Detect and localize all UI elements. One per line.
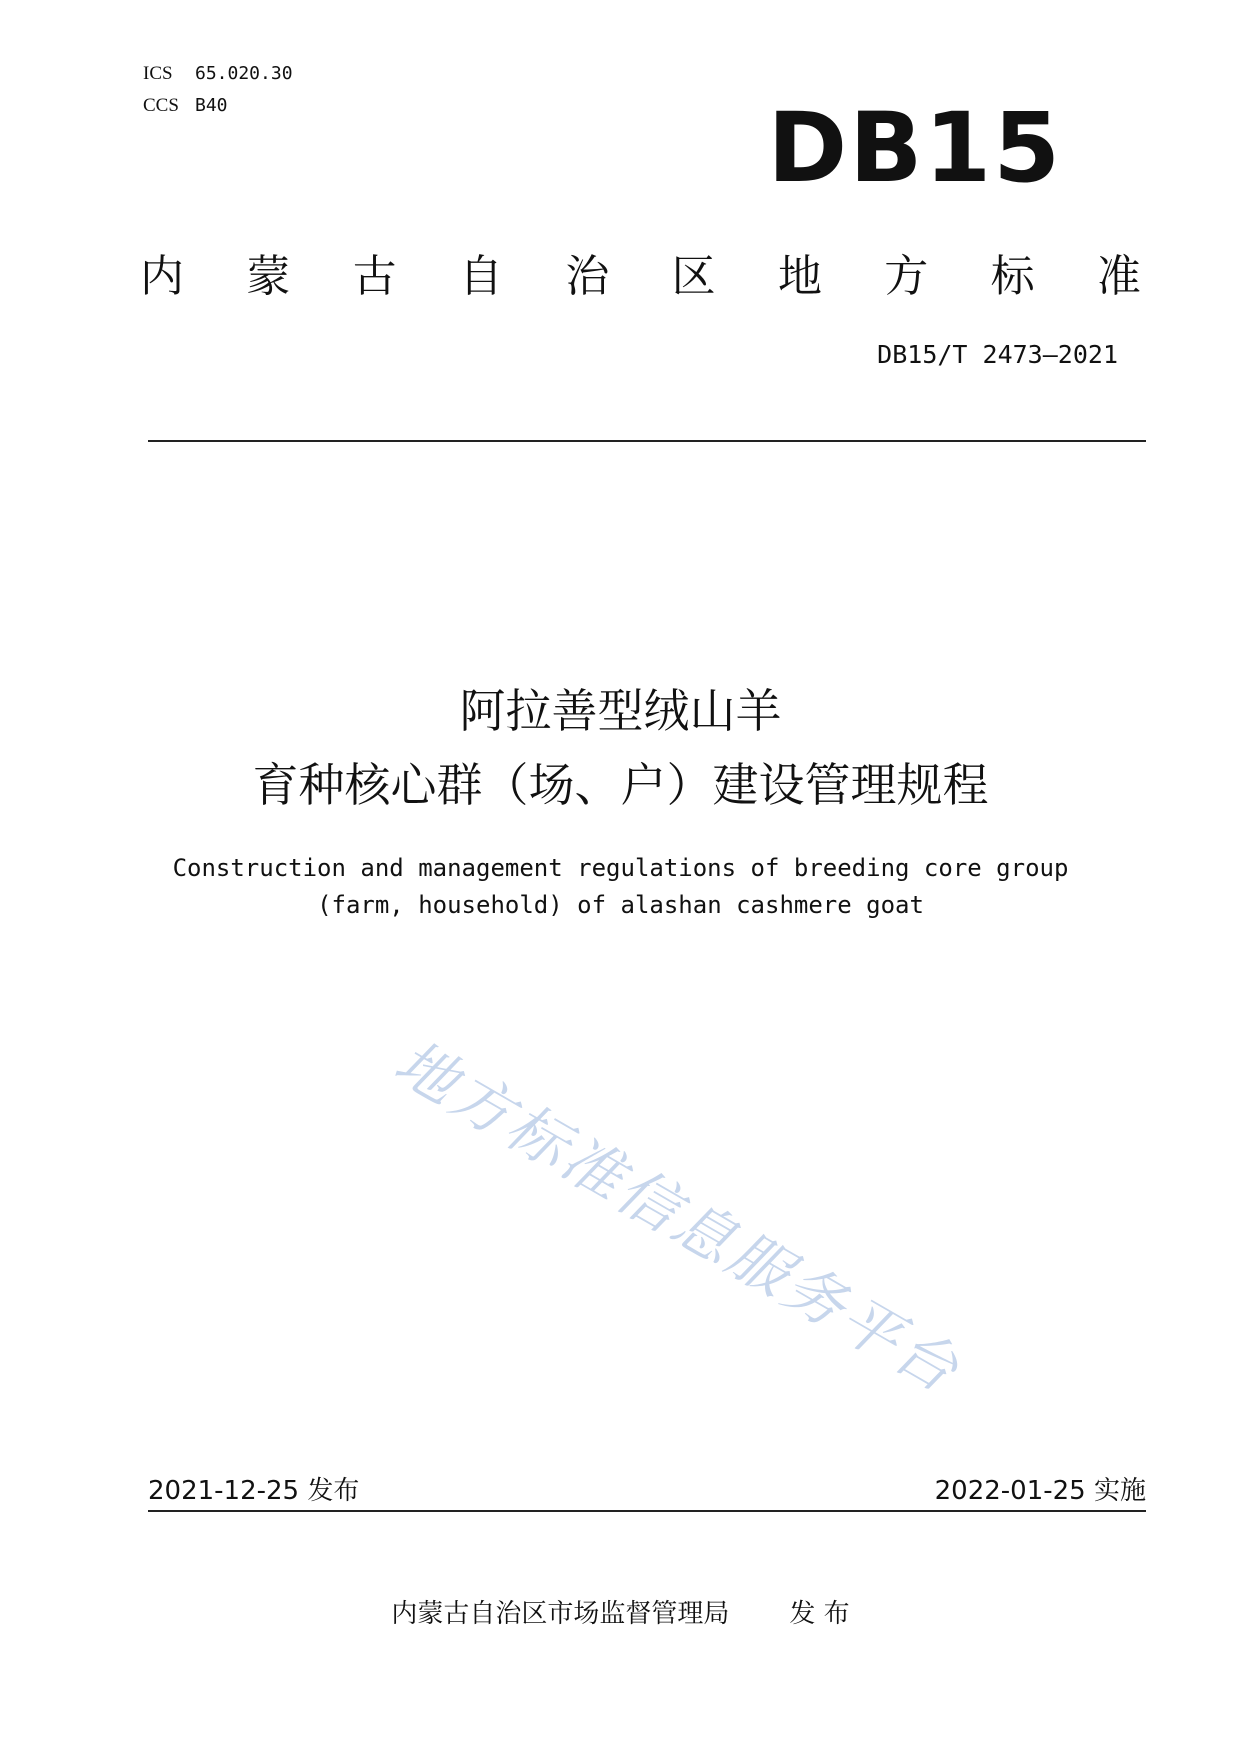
standard-type-char: 自 [458,251,503,302]
publisher [0,1593,1241,1630]
standard-type-char: 蒙 [246,251,291,302]
ics-label: ICS [143,63,173,84]
ccs-label: CCS [143,95,179,116]
chinese-title-line-1: 阿拉善型绒山羊 [459,684,782,738]
issue-date: 2021-12-25 发布 [148,1476,360,1506]
chinese-title [0,674,1241,822]
watermark: 地方标准信息服务平台 [382,1027,973,1408]
english-title [0,850,1241,924]
db15-logo: DB15 [767,92,1062,204]
standard-type-char: 内 [140,251,184,302]
publisher-action: 发 布 [789,1599,850,1629]
ics-line [143,58,293,90]
standard-number: DB15/T 2473—2021 [877,340,1118,369]
bottom-divider [148,1510,1146,1512]
standard-type-char: 准 [1096,251,1141,302]
standard-type-char: 治 [565,251,610,302]
standard-type-char: 标 [990,251,1035,302]
chinese-title-line-2: 育种核心群（场、户）建设管理规程 [252,758,989,812]
standard-type-title [140,240,1141,304]
implementation-date: 2022-01-25 实施 [934,1476,1146,1506]
ccs-value: B40 [195,95,228,116]
top-divider [148,440,1146,442]
standard-type-char: 方 [884,251,929,302]
standard-type-char: 地 [777,251,822,302]
standard-type-char: 区 [671,251,716,302]
publisher-name: 内蒙古自治区市场监督管理局 [391,1599,730,1629]
standard-type-char: 古 [352,251,397,302]
english-title-line-1: Construction and management regulations of breeding core group [172,854,1069,882]
ics-value: 65.020.30 [195,63,293,84]
english-title-line-2: (farm, household) of alashan cashmere goat [317,891,924,919]
